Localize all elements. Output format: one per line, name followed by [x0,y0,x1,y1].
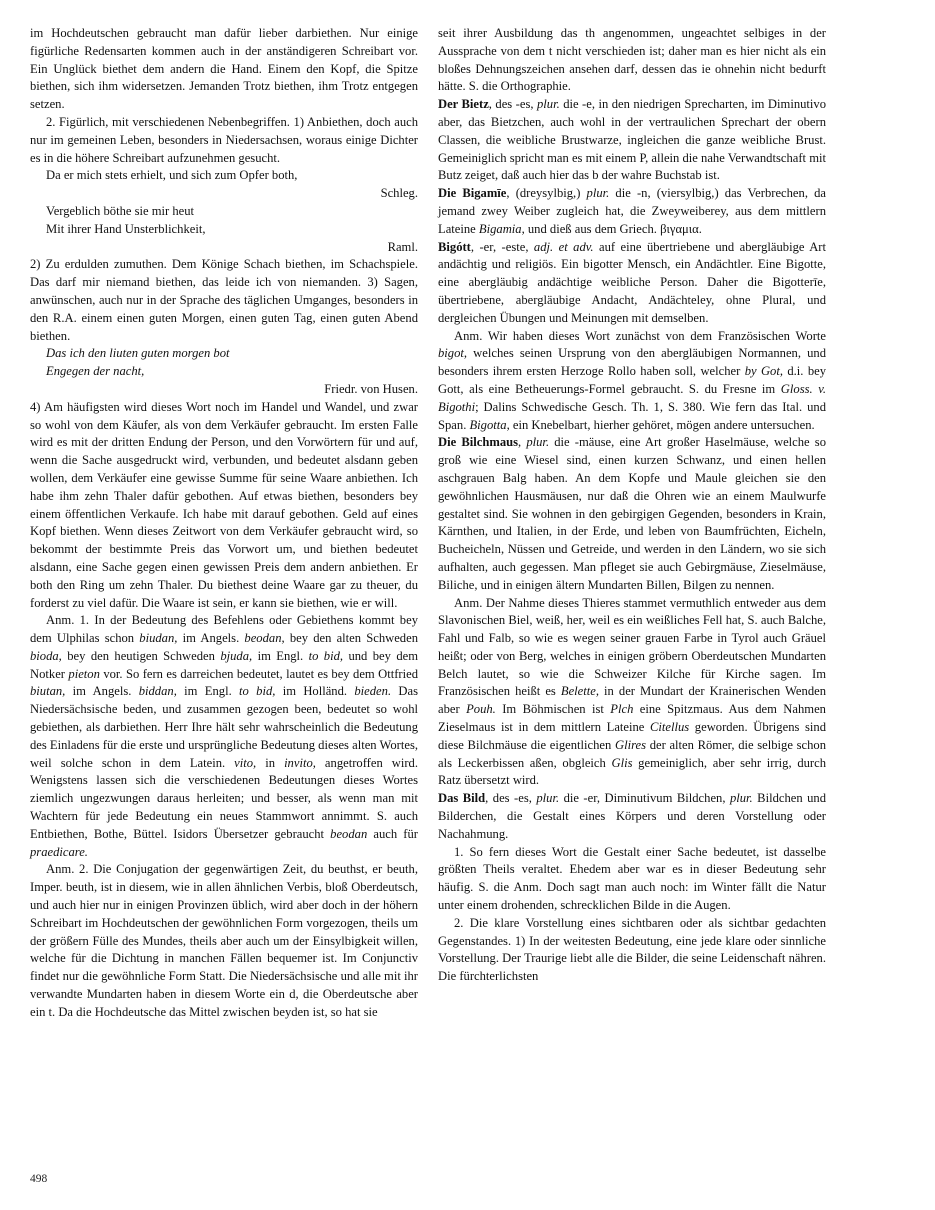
dictionary-entry: Bigótt, -er, -este, adj. et adv. auf eine übertriebene und abergläubige Art andächtig und religiös. Ein bigotter Mensch, ein Andächtler. Eine Bigotte, eine abergläubig andächtige weibliche Person. Daher die Bigotterīe, übertriebene, abergläubige Andacht, Andächteley, ohne Plural, und dergleichen Übungen und Meinungen mit demselben. [438,239,826,325]
indented-paragraph: Anm. Wir haben dieses Wort zunächst von dem Französischen Worte bigot, welches seinen Ursprung von den abergläubigen Normannen, und besonders ihrem ersten Herzoge Rollo haben soll, welcher by Got, d.i. bey Gott, als eine Betheuerungs-Formel gebraucht. S. du Fresne im Gloss. v. Bigothi; Dalins Schwedische Gesch. Th. 1, S. 380. Wie fern das Ital. und Span. Bigotta, ein Knebelbart, hierher gehöret, mögen andere untersuchen. [438,328,827,432]
indented-paragraph: Anm. 1. In der Bedeutung des Befehlens oder Gebiethens kommt bey dem Ulphilas schon biudan, im Angels. beodan, bey den alten Schweden bioda, bey den heutigen Schweden bjuda, im Engl. to bid, und bey dem Notker pieton vor. So fern es darreichen bedeutet, lautet es bey dem Ottfried biutan, im Angels. biddan, im Engl. to bid, im Holländ. bieden. Das Niedersächsische beden, und zusammen gezogen been, bedeutet so wohl gebiethen, als darbiethen. Herr Ihre hält sehr wahrscheinlich die Bedeutung des Einladens für die erste und ursprüngliche Bedeutung dieses alten Wortes, weil solche schon in dem Latein. vito, in invito, angetroffen wird. Wenigstens lassen sich die verschiedenen Bedeutungen dieses Wortes ziemlich ungezwungen daraus herleiten; und besser, als wenn man mit Wachtern für jede Bedeutung ein neues Stammwort annimmt. S. auch Entbiethen, Bothe, Büttel. Isidors Übersetzer gebraucht beodan auch für praedicare. [30,613,419,859]
indented-paragraph: Anm. Der Nahme dieses Thieres stammet vermuthlich entweder aus dem Slavonischen Biel, weiß, her, weil es ein weißliches Fell hat, S. auch Balche, Fahl und Falb, so wie es wegen seiner grauen Farbe in Tyrol auch Gräuel heißt; oder von Berg, welches in einigen gröbern Oberdeutschen Mundarten Belch lautet, so wie die Schweizer Kilche für Kirche sagen. Im Französischen heißt es Belette, in der Mundart der Krainerischen Wenden aber Pouh. Im Böhmischen ist Plch eine Spitzmaus. Aus dem Nahmen Zieselmaus ist in dem mittlern Lateine Citellus geworden. Übrigens sind diese Bilchmäuse die eigentlichen Glires der alten Römer, die selbige schon als Leckerbissen aßen, obgleich Glis gemeiniglich, aber sehr irrig, durch Ratz übersetzt wird. [438,595,826,788]
dictionary-entry: Das Bild, des -es, plur. die -er, Diminutivum Bildchen, plur. Bildchen und Bilderchen, die Gestalt eines Körpers und deren Vorstellung oder Nachahmung. [438,791,827,841]
text-paragraph: im Hochdeutschen gebraucht man dafür lieber darbiethen. Nur einige figürliche Redensarten kommen auch in der anständigeren Schreibart vor. Ein Unglück biethet dem andern die Hand. Einem den Kopf, die Spitze biethen, sich ihm widersetzen. Jemanden Trotz biethen, ihm Trotz entgegen setzen. [30,26,418,112]
verse-attribution: Schleg. [380,186,418,201]
verse-line: Mit ihrer Hand Unsterblichkeit, [46,221,206,236]
text-paragraph: 4) Am häufigsten wird dieses Wort noch im Handel und Wandel, und zwar so wohl von dem Käufer, als von dem Verkäufer gebraucht. Im ersten Falle wird es mit der dritten Endung der Person, und den Vorwörtern für und auf, wenn die Sache ausgedruckt wird, verbunden, und bedeutet alsdann geben wollen, dem Verkäufer eine gewisse Summe für seine Waare anbiethen. Ich habe ihm zehn Thaler dafür gebothen. Auf etwas biethen, besonders bey einem öffentlichen Verkaufe. Ich habe mit darauf gebothen. Geld auf eines Kopf biethen. Wenn dieses Zeitwort von dem Verkäufer gebraucht wird, so bekommt der bestimmte Preis das Vorwort um, und biethen bedeutet alsdann, eine Sache gegen einen gewissen Preis dem andern anbiethen. Er both den Ring um zehn Thaler. Du biethest deine Waare gar zu theuer, du forderst zu viel dafür. Die Waare ist sein, er kann sie biethen, wie er will. [30,399,418,610]
right-column [438,25,826,986]
left-column [30,25,418,1022]
verse-attribution: Raml. [387,239,418,254]
indented-paragraph: 1. So fern dieses Wort die Gestalt einer Sache bedeutet, ist dasselbe größten Theils veraltet. Ehedem aber war es in dieser Bedeutung sehr häufig. S. die Anm. Doch sagt man auch noch: im Winter fällt die Natur unter einem drohenden, schrecklichen Bilde in die Augen. [438,844,826,913]
text-paragraph: seit ihrer Ausbildung das th angenommen, ungeachtet selbiges in der Aussprache von dem t nicht verschieden ist; daher man es hier nicht als ein bloßes Dehnungszeichen ansehen darf, dessen das ie ohnehin nicht bedurft hätte. S. die Orthographie. [438,26,826,94]
indented-paragraph: 2. Figürlich, mit verschiedenen Nebenbegriffen. 1) Anbiethen, doch auch nur im gemeinen Leben, besonders in Niedersachsen, woraus einige Dichter es in die höhere Schreibart aufzunehmen gesucht. [30,114,418,165]
page-number: 498 [30,1173,48,1185]
text-paragraph: 2) Zu erdulden zumuthen. Dem Könige Schach biethen, im Schachspiele. Das darf mir niemand biethen, das leide ich von niemanden. 3) Sagen, anwünschen, auch nur in der Sprache des täglichen Umganges, besonders in den R.A. einem einen guten Morgen, einen guten Tag, einen guten Abend biethen. [30,257,418,343]
verse-attribution: Friedr. von Husen. [324,381,418,396]
dictionary-entry: Der Bietz, des -es, plur. die -e, in den niedrigen Sprecharten, im Diminutivo aber, das Bietzchen, auch wohl in der vertraulichen Sprechart der obern Classen, die weibliche Brustwarze, ingleichen die ganze weibliche Brust. Gemeiniglich spricht man es mit einem P, allein die nahe Verwandtschaft mit Butz zeiget, daß auch hier das b der wahre Buchstab ist. [438,97,827,183]
verse-line: Das ich den liuten guten morgen bot [46,346,230,361]
dictionary-entry: Die Bigamīe, (dreysylbig,) plur. die -n, (viersylbig,) das Verbrechen, da jemand zwey Weiber zugleich hat, die Zweyweiberey, aus dem mittlern Lateine Bigamia, und dieß aus dem Griech. βιγαμια. [438,186,826,236]
verse-line: Engegen der nacht, [46,364,145,379]
verse-line: Vergeblich böthe sie mir heut [46,203,195,218]
verse-line: Da er mich stets erhielt, und sich zum Opfer both, [46,168,298,183]
indented-paragraph: Anm. 2. Die Conjugation der gegenwärtigen Zeit, du beuthst, er beuth, Imper. beuth, ist in diesem, wie in allen ähnlichen Verbis, bloß Oberdeutsch, und auch hier nur in einigen Provinzen üblich, wird aber doch in der höhern Schreibart im Hochdeutschen der gewöhnlichen Form vorgezogen, theils um der größern Fülle des Mundes, theils aber auch um der Einsylbigkeit willen, welche für die Dichtung in manchen Fällen bequemer ist. Im Conjunctiv findet nur die gewöhnliche Form Statt. Die Niedersächsische und alle mit ihr verwandte Mundarten haben in diesem Worte ein d, die Oberdeutsche aber ein t. Da die Hochdeutsche das Mittel zwischen beyden ist, so hat sie [30,862,418,1019]
dictionary-entry: Die Bilchmaus, plur. die -mäuse, eine Art großer Haselmäuse, welche so groß wie eine Wiesel sind, einen kurzen Schwanz, und einen hellen aschgrauen Balg haben. An dem Kopfe und Maule gleichen sie den gewöhnlichen Hausmäusen, nur daß die Ohren wie an einem Maulwurfe gestaltet sind. Sie wohnen in den gebirgigen Gegenden, besonders in Krain, Kärnthen, und Italien, in der Erde, und leben von Baumfrüchten, Eicheln, Bucheicheln, Nüssen und Getreide, und werden in den Ländern, wo sie sich aufhalten, auch gegessen. Man pfleget sie auch Gebirgmäuse, Zieselmäuse, Biliche, und in einigen ältern Mundarten Billen, Bilgen zu nennen. [438,435,826,592]
indented-paragraph: 2. Die klare Vorstellung eines sichtbaren oder als sichtbar gedachten Gegenstandes. 1) In der weitesten Bedeutung, eine jede klare oder sinnliche Vorstellung. Der Traurige liebt alle die Bilder, die seine Leidenschaft nähren. Die fürchterlichsten [438,915,826,984]
